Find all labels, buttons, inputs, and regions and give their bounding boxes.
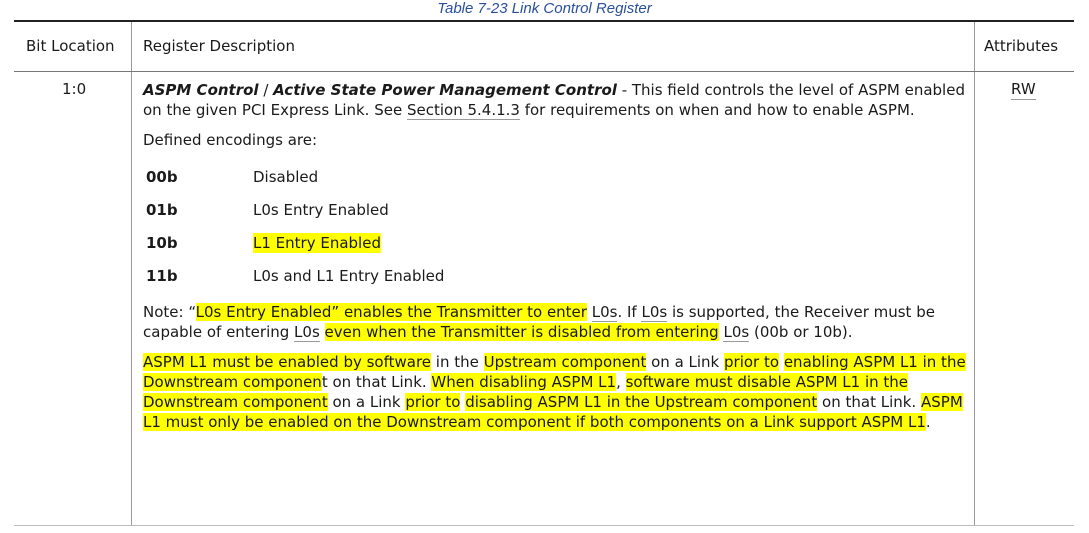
aspm-l1-paragraph [143, 352, 969, 432]
paragraph-text: on a Link [327, 393, 406, 411]
encoding-code: 10b [146, 233, 178, 252]
note-paragraph [143, 302, 969, 342]
table-top-rule [14, 20, 1074, 22]
note-text: is supported, the Receiver must be capable of entering [143, 303, 935, 341]
paragraph-highlight: software must disable ASPM L1 in the Downstream component [143, 373, 909, 411]
paragraph-text: , [616, 373, 626, 391]
field-title-long: Active State Power Management Control [273, 81, 617, 99]
l0s-term-link[interactable]: L0s [723, 323, 750, 341]
l0s-term-link[interactable]: L0s [591, 303, 618, 321]
paragraph-text: in the [431, 353, 484, 371]
paragraph-highlight: enabling ASPM L1 in the Downstream componen [143, 353, 966, 391]
note-highlight: even when the Transmitter is disabled from entering [324, 323, 719, 341]
paragraph-highlight: prior to [405, 393, 461, 411]
bit-location-value: 1:0 [62, 80, 87, 98]
paragraph-text: on a Link [646, 353, 725, 371]
note-highlight: L0s Entry Enabled” enables the Transmitter to enter [195, 303, 587, 321]
encoding-row [143, 259, 969, 292]
header-register-description: Register Description [143, 37, 295, 55]
header-attributes: Attributes [984, 37, 1059, 55]
header-rule [14, 71, 1074, 72]
note-text: . If [617, 303, 642, 321]
column-divider-1 [131, 22, 132, 525]
paragraph-highlight: When disabling ASPM L1 [431, 373, 617, 391]
l0s-term-link[interactable]: L0s [294, 323, 320, 341]
encoding-meaning: Disabled [253, 167, 319, 186]
encoding-row [143, 193, 969, 226]
table-caption: Table 7-23 Link Control Register [437, 0, 652, 17]
paragraph-highlight: Upstream component [483, 353, 647, 371]
encoding-meaning-highlighted: L1 Entry Enabled [253, 233, 381, 252]
paragraph-highlight: ASPM L1 must only be enabled on the Downstream component if both components on a Link support ASPM L1 [143, 393, 963, 431]
field-title-short: ASPM Control [143, 81, 259, 99]
field-title-separator: / [258, 81, 274, 99]
encoding-meaning: L0s and L1 Entry Enabled [253, 266, 445, 285]
intro-text-1: - This field controls the level of ASPM enabled on the given PCI Express Link. See [143, 81, 965, 119]
l0s-term-link[interactable]: L0s [641, 303, 668, 321]
encoding-code: 11b [146, 266, 178, 285]
intro-text-2: for requirements on when and how to enable ASPM. [519, 101, 915, 119]
paragraph-highlight: prior to [724, 353, 780, 371]
paragraph-text: t on that Link. [321, 373, 432, 391]
paragraph-text: on that Link. [817, 393, 921, 411]
encodings-list [143, 160, 969, 292]
section-link[interactable]: Section 5.4.1.3 [406, 101, 520, 119]
encoding-meaning: L0s Entry Enabled [253, 200, 389, 219]
attribute-link[interactable]: RW [1011, 80, 1036, 98]
encoding-code: 00b [146, 167, 178, 186]
paragraph-text: . [925, 413, 931, 431]
field-intro [143, 80, 969, 120]
encoding-row [143, 160, 969, 193]
encoding-code: 01b [146, 200, 178, 219]
paragraph-highlight: ASPM L1 must be enabled by software [143, 353, 432, 371]
column-divider-2 [974, 22, 975, 525]
note-text: Note: “ [143, 303, 196, 321]
header-bit-location: Bit Location [26, 37, 115, 55]
note-text: (00b or 10b). [749, 323, 853, 341]
encoding-row [143, 226, 969, 259]
table-bottom-rule [14, 525, 1074, 526]
paragraph-highlight: disabling ASPM L1 in the Upstream component [465, 393, 818, 411]
register-description [143, 80, 969, 442]
encodings-label: Defined encodings are: [143, 131, 318, 149]
note-text [320, 323, 325, 341]
